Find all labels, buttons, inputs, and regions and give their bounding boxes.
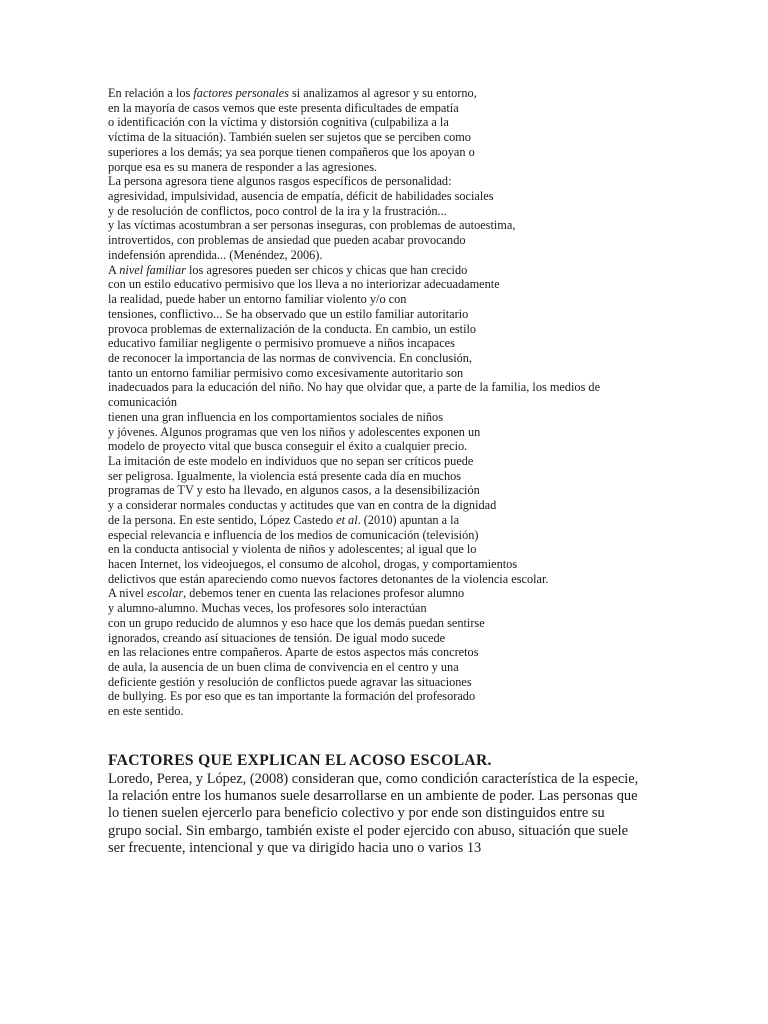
- text-run: indefensión aprendida... (Menéndez, 2006).: [108, 247, 323, 262]
- body-line: [108, 616, 708, 631]
- italic-term: et al: [336, 512, 358, 527]
- text-run: comunicación: [108, 395, 177, 410]
- text-run: de reconocer la importancia de las normas de convivencia. En conclusión,: [108, 350, 472, 365]
- body-line: [108, 572, 708, 587]
- text-run: tienen una gran influencia en los comportamientos sociales de niños: [108, 409, 443, 424]
- text-run: En relación a los: [108, 86, 194, 100]
- body-line: [108, 601, 708, 616]
- section-line: ser frecuente, intencional y que va dirigido hacia uno o varios 13: [108, 839, 482, 856]
- text-run: ser peligrosa. Igualmente, la violencia está presente cada día en muchos: [108, 468, 462, 483]
- body-line: [108, 469, 708, 484]
- body-line: [108, 263, 708, 278]
- text-run: la realidad, puede haber un entorno familiar violento y/o con: [108, 292, 407, 307]
- text-run: y las víctimas acostumbran a ser personas inseguras, con problemas de autoestima,: [108, 218, 516, 233]
- body-line: [108, 410, 708, 425]
- text-run: educativo familiar negligente o permisivo promueve a niños incapaces: [108, 336, 455, 351]
- italic-term: factores personales: [193, 86, 289, 100]
- text-run: y jóvenes. Algunos programas que ven los niños y adolescentes exponen un: [108, 424, 481, 439]
- text-run: modelo de proyecto vital que busca conseguir el éxito a cualquier precio.: [108, 439, 468, 454]
- body-line: [108, 498, 708, 513]
- text-run: delictivos que están apareciendo como nuevos factores detonantes de la violencia escolar.: [108, 571, 549, 586]
- body-line: [108, 145, 708, 160]
- body-line: [108, 557, 708, 572]
- text-run: de bullying. Es por eso que es tan importante la formación del profesorado: [108, 689, 476, 704]
- body-line: [108, 513, 708, 528]
- text-run: tanto un entorno familiar permisivo como excesivamente autoritario son: [108, 365, 464, 380]
- text-run: los agresores pueden ser chicos y chicas que han crecido: [185, 262, 468, 277]
- body-line: [108, 189, 708, 204]
- text-run: hacen Internet, los videojuegos, el consumo de alcohol, drogas, y comportamientos: [108, 557, 518, 571]
- body-line: [108, 586, 708, 601]
- text-run: en la mayoría de casos vemos que este presenta dificultades de empatía: [108, 100, 459, 115]
- text-run: La imitación de este modelo en individuos que no sepan ser críticos puede: [108, 453, 474, 468]
- text-run: provoca problemas de externalización de la conducta. En cambio, un estilo: [108, 321, 477, 336]
- section-paragraph: [108, 771, 668, 857]
- body-line: [108, 631, 708, 646]
- text-run: agresividad, impulsividad, ausencia de empatía, déficit de habilidades sociales: [108, 189, 494, 204]
- text-run: en las relaciones entre compañeros. Aparte de estos aspectos más concretos: [108, 645, 479, 660]
- text-run: en este sentido.: [108, 704, 184, 719]
- body-line: [108, 174, 708, 189]
- body-line: [108, 115, 708, 130]
- body-line: [108, 336, 708, 351]
- body-line: [108, 483, 708, 498]
- text-run: si analizamos al agresor y su entorno,: [288, 86, 477, 100]
- body-line: [108, 277, 708, 292]
- body-line: [108, 86, 708, 101]
- text-run: deficiente gestión y resolución de conflictos puede agravar las situaciones: [108, 674, 472, 689]
- body-line: [108, 528, 708, 543]
- body-line: [108, 542, 708, 557]
- text-run: con un grupo reducido de alumnos y eso hace que los demás puedan sentirse: [108, 615, 485, 630]
- text-run: y de resolución de conflictos, poco control de la ira y la frustración...: [108, 203, 447, 218]
- body-line: [108, 101, 708, 116]
- body-line: [108, 395, 708, 410]
- text-run: tensiones, conflictivo... Se ha observado que un estilo familiar autoritario: [108, 306, 469, 321]
- body-line: [108, 366, 708, 381]
- text-run: , debemos tener en cuenta las relaciones profesor alumno: [183, 586, 465, 601]
- text-run: con un estilo educativo permisivo que los lleva a no interiorizar adecuadamente: [108, 277, 500, 292]
- text-run: programas de TV y esto ha llevado, en algunos casos, a la desensibilización: [108, 483, 480, 498]
- italic-term: nivel familiar: [119, 262, 186, 277]
- body-line: [108, 645, 708, 660]
- text-run: y alumno-alumno. Muchas veces, los profesores solo interactúan: [108, 601, 427, 616]
- text-run: superiores a los demás; ya sea porque tienen compañeros que los apoyan o: [108, 144, 475, 159]
- italic-term: escolar: [146, 586, 184, 601]
- text-run: porque esa es su manera de responder a las agresiones.: [108, 159, 378, 174]
- text-run: víctima de la situación). También suelen ser sujetos que se perciben como: [108, 130, 471, 145]
- body-line: [108, 454, 708, 469]
- body-line: [108, 660, 708, 675]
- text-run: o identificación con la víctima y distorsión cognitiva (culpabiliza a la: [108, 115, 449, 130]
- text-run: A: [108, 262, 120, 277]
- body-line: [108, 218, 708, 233]
- body-line: [108, 322, 708, 337]
- body-line: [108, 292, 708, 307]
- text-run: en la conducta antisocial y violenta de niños y adolescentes; al igual que lo: [108, 542, 477, 557]
- section-line: lo tienen suelen ejercerlo para beneficio colectivo y por ende son distinguidos entre su: [108, 805, 605, 822]
- section-line: Loredo, Perea, y López, (2008) consideran que, como condición característica de la especie,: [108, 771, 639, 787]
- body-line: [108, 204, 708, 219]
- body-paragraph: [108, 86, 708, 719]
- text-run: ignorados, creando así situaciones de tensión. De igual modo sucede: [108, 630, 446, 645]
- text-run: de aula, la ausencia de un buen clima de convivencia en el centro y una: [108, 660, 459, 675]
- body-line: [108, 689, 708, 704]
- text-run: especial relevancia e influencia de los medios de comunicación (televisión): [108, 527, 479, 542]
- section-line: la relación entre los humanos suele desarrollarse en un ambiente de poder. Las personas que: [108, 788, 638, 805]
- body-line: [108, 248, 708, 263]
- body-line: [108, 380, 708, 395]
- body-line: [108, 233, 708, 248]
- text-run: inadecuados para la educación del niño. No hay que olvidar que, a parte de la familia, los medios de: [108, 380, 601, 395]
- text-run: . (2010) apuntan a la: [357, 512, 460, 527]
- text-run: La persona agresora tiene algunos rasgos específicos de personalidad:: [108, 174, 452, 189]
- body-line: [108, 704, 708, 719]
- body-line: [108, 675, 708, 690]
- body-line: [108, 130, 708, 145]
- text-run: y a considerar normales conductas y actitudes que van en contra de la dignidad: [108, 498, 497, 513]
- body-line: [108, 439, 708, 454]
- text-run: introvertidos, con problemas de ansiedad que pueden acabar provocando: [108, 233, 466, 248]
- text-run: A nivel: [108, 586, 147, 601]
- section-line: grupo social. Sin embargo, también existe el poder ejercido con abuso, situación que suele: [108, 822, 629, 839]
- body-line: [108, 307, 708, 322]
- body-line: [108, 425, 708, 440]
- body-line: [108, 351, 708, 366]
- section-heading: FACTORES QUE EXPLICAN EL ACOSO ESCOLAR.: [108, 752, 492, 769]
- body-line: [108, 160, 708, 175]
- text-run: de la persona. En este sentido, López Castedo: [108, 512, 337, 527]
